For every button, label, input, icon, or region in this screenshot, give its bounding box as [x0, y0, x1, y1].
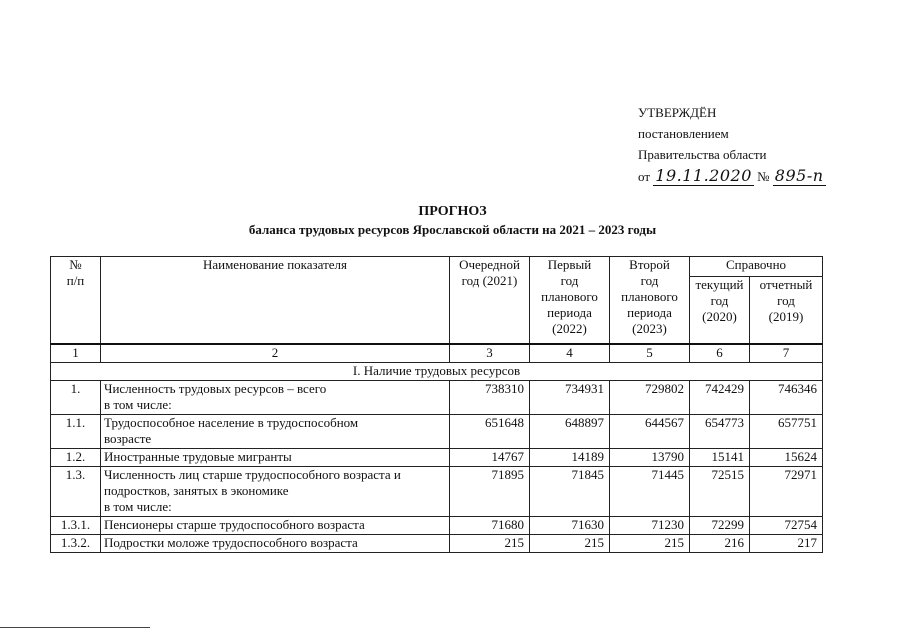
value-2021: 215: [450, 534, 530, 552]
value-2020: 15141: [690, 448, 750, 466]
approval-date-number-line: [638, 165, 826, 187]
value-2023: 215: [610, 534, 690, 552]
col-number: 7: [750, 344, 823, 362]
row-index: 1.3.1.: [51, 516, 101, 534]
value-2019: 657751: [750, 414, 823, 448]
col-number: 6: [690, 344, 750, 362]
value-2021: 651648: [450, 414, 530, 448]
value-2020: 742429: [690, 380, 750, 414]
section-heading: I. Наличие трудовых ресурсов: [51, 362, 823, 380]
value-2019: 217: [750, 534, 823, 552]
approval-block: [638, 102, 826, 187]
value-2023: 729802: [610, 380, 690, 414]
value-2019: 72971: [750, 466, 823, 516]
row-name: Подростки моложе трудоспособного возраста: [101, 534, 450, 552]
value-2019: 15624: [750, 448, 823, 466]
header-2021: Очередной год (2021): [450, 257, 530, 345]
value-2023: 13790: [610, 448, 690, 466]
value-2021: 71895: [450, 466, 530, 516]
table-row: [51, 380, 823, 414]
value-2022: 734931: [530, 380, 610, 414]
header-2020: текущий год (2020): [690, 277, 750, 344]
row-name: Иностранные трудовые мигранты: [101, 448, 450, 466]
col-number: 5: [610, 344, 690, 362]
number-label: №: [757, 169, 770, 184]
col-number: 2: [101, 344, 450, 362]
row-name: Пенсионеры старше трудоспособного возраста: [101, 516, 450, 534]
value-2023: 71445: [610, 466, 690, 516]
value-2021: 14767: [450, 448, 530, 466]
header-2022: Первый год планового периода (2022): [530, 257, 610, 345]
table-row: [51, 448, 823, 466]
row-index: 1.3.: [51, 466, 101, 516]
col-number: 1: [51, 344, 101, 362]
value-2022: 71845: [530, 466, 610, 516]
row-name: Трудоспособное население в трудоспособном возрасте: [101, 414, 450, 448]
row-index: 1.1.: [51, 414, 101, 448]
row-index: 1.: [51, 380, 101, 414]
row-name: Численность трудовых ресурсов – всего в том числе:: [101, 380, 450, 414]
value-2022: 71630: [530, 516, 610, 534]
footer-divider: [0, 627, 150, 628]
table-row: [51, 516, 823, 534]
row-index: 1.3.2.: [51, 534, 101, 552]
value-2022: 14189: [530, 448, 610, 466]
header-2023: Второй год планового периода (2023): [610, 257, 690, 345]
value-2022: 215: [530, 534, 610, 552]
header-2019: отчетный год (2019): [750, 277, 823, 344]
col-number: 3: [450, 344, 530, 362]
row-index: 1.2.: [51, 448, 101, 466]
column-number-row: [51, 344, 823, 362]
approval-heading: УТВЕРЖДЁН: [638, 105, 717, 120]
approval-line-government: Правительства области: [638, 147, 767, 162]
value-2020: 216: [690, 534, 750, 552]
header-name: Наименование показателя: [101, 257, 450, 345]
row-name: Численность лиц старше трудоспособного возраста и подростков, занятых в экономике в том числе:: [101, 466, 450, 516]
header-reference: Справочно: [690, 257, 823, 277]
from-label: от: [638, 169, 651, 184]
value-2019: 72754: [750, 516, 823, 534]
value-2023: 644567: [610, 414, 690, 448]
section-row: [51, 362, 823, 380]
value-2023: 71230: [610, 516, 690, 534]
labor-balance-table: [50, 256, 823, 553]
approval-number: 895-п: [774, 166, 824, 185]
document-subtitle: баланса трудовых ресурсов Ярославской области на 2021 – 2023 годы: [248, 222, 657, 237]
table-row: [51, 534, 823, 552]
value-2020: 654773: [690, 414, 750, 448]
value-2019: 746346: [750, 380, 823, 414]
table-row: [51, 414, 823, 448]
value-2020: 72515: [690, 466, 750, 516]
approval-line-decree: постановлением: [638, 126, 729, 141]
table-row: [51, 466, 823, 516]
value-2020: 72299: [690, 516, 750, 534]
col-number: 4: [530, 344, 610, 362]
value-2022: 648897: [530, 414, 610, 448]
approval-date: 19.11.2020: [655, 166, 752, 185]
header-num: № п/п: [51, 257, 101, 345]
value-2021: 71680: [450, 516, 530, 534]
value-2021: 738310: [450, 380, 530, 414]
document-title: ПРОГНОЗ: [418, 204, 487, 219]
